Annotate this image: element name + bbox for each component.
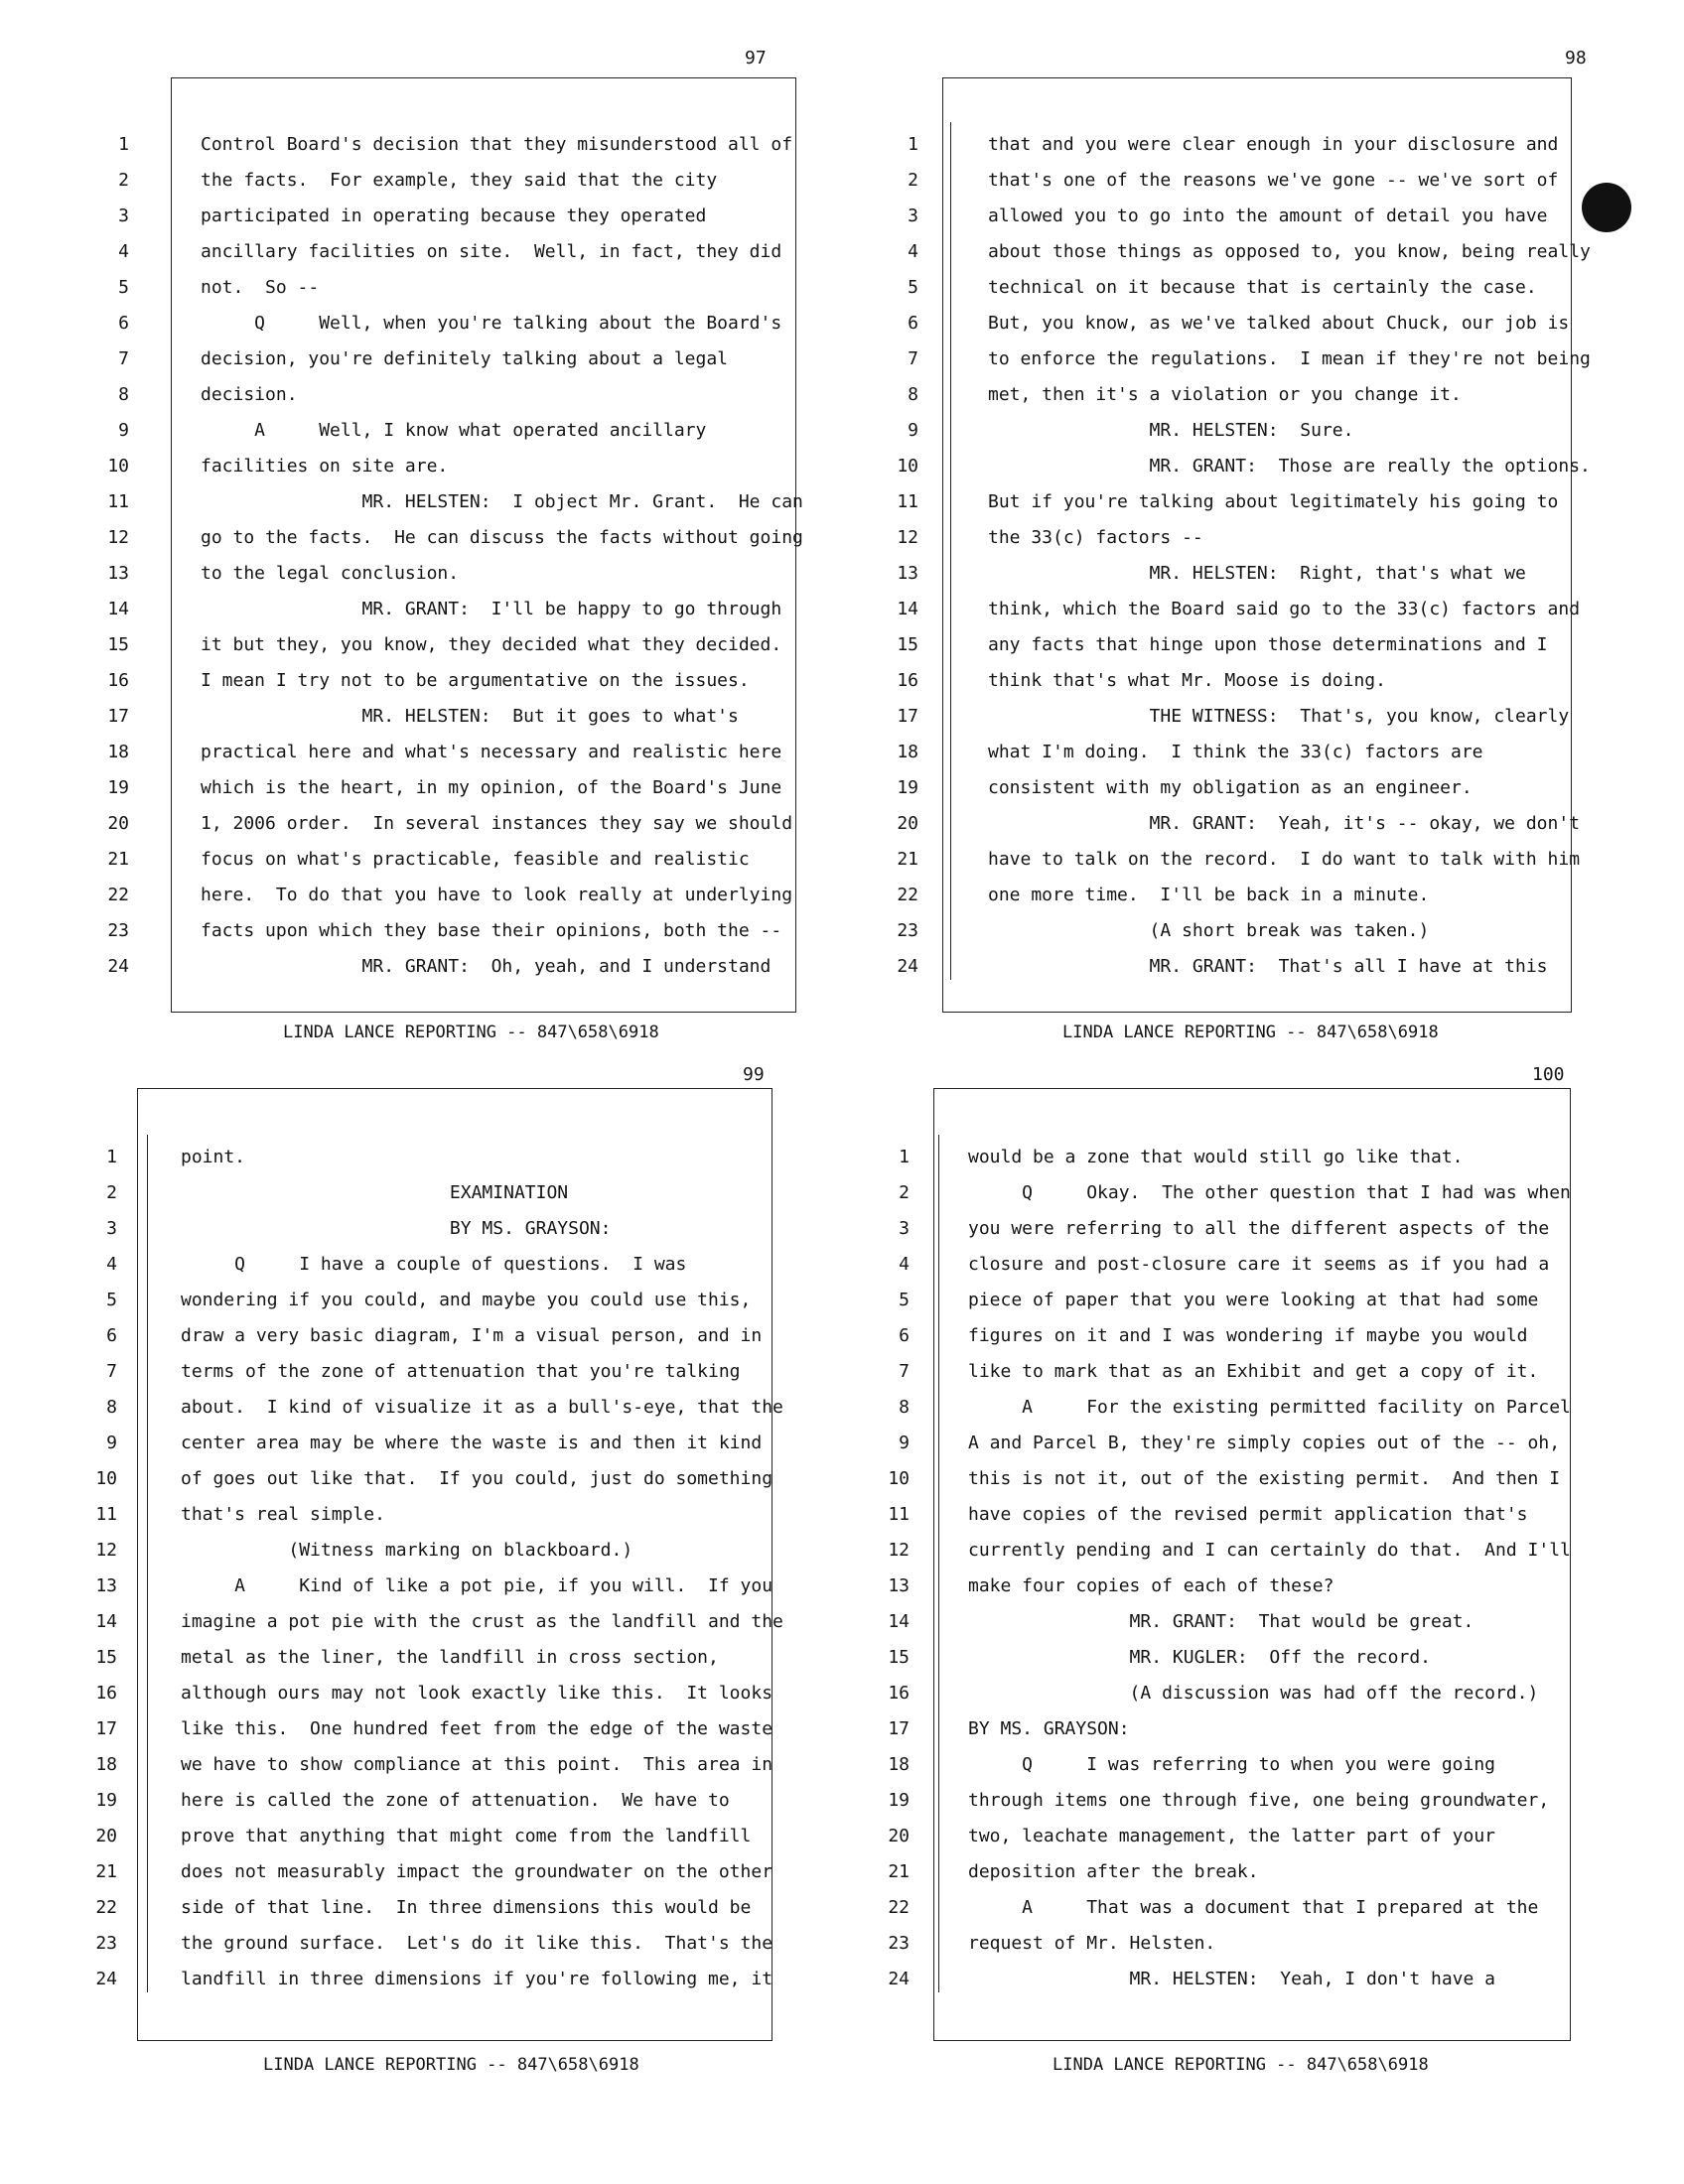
line-number: 4 (908, 241, 918, 262)
transcript-line: not. So -- (201, 277, 320, 298)
line-number: 1 (908, 134, 918, 155)
line-number: 5 (106, 1290, 117, 1310)
line-number: 8 (908, 384, 918, 405)
transcript-line: A That was a document that I prepared at the (968, 1897, 1539, 1918)
line-number: 5 (899, 1290, 910, 1310)
line-number: 2 (106, 1182, 117, 1203)
line-number: 1 (899, 1147, 910, 1167)
transcript-line: I mean I try not to be argumentative on the issues. (201, 670, 750, 691)
transcript-line: MR. HELSTEN: But it goes to what's (201, 706, 739, 727)
transcript-line: 1, 2006 order. In several instances they say we should (201, 813, 793, 834)
transcript-line: request of Mr. Helsten. (968, 1933, 1216, 1954)
transcript-line: here is called the zone of attenuation. We have to (181, 1790, 730, 1811)
line-number: 17 (897, 706, 918, 727)
line-number: 8 (106, 1397, 117, 1418)
transcript-line: two, leachate management, the latter part of your (968, 1826, 1496, 1846)
line-number: 7 (106, 1361, 117, 1382)
line-number: 4 (106, 1254, 117, 1275)
transcript-line: here. To do that you have to look really at underlying (201, 885, 793, 905)
transcript-line: facts upon which they base their opinions, both the -- (201, 920, 782, 941)
line-number: 3 (908, 205, 918, 226)
transcript-line: BY MS. GRAYSON: (968, 1718, 1130, 1739)
transcript-line: it but they, you know, they decided what they decided. (201, 634, 782, 655)
transcript-line: Q Okay. The other question that I had was when (968, 1182, 1571, 1203)
transcript-line: Q Well, when you're talking about the Board's (201, 313, 782, 334)
transcript-line: think, which the Board said go to the 33(c) factors and (988, 599, 1581, 619)
line-number: 20 (95, 1826, 117, 1846)
line-number: 6 (106, 1325, 117, 1346)
transcript-line: prove that anything that might come from the landfill (181, 1826, 752, 1846)
transcript-line: EXAMINATION (181, 1182, 569, 1203)
line-number: 19 (107, 777, 129, 798)
line-number: 16 (95, 1683, 117, 1704)
line-number: 14 (107, 599, 129, 619)
transcript-line: side of that line. In three dimensions this would be (181, 1897, 752, 1918)
reporter-footer: LINDA LANCE REPORTING -- 847\658\6918 (1062, 1023, 1439, 1042)
transcript-line: does not measurably impact the groundwater on the other (181, 1861, 773, 1882)
line-number: 22 (888, 1897, 910, 1918)
line-number: 11 (897, 491, 918, 512)
line-number: 17 (107, 706, 129, 727)
transcript-line: that and you were clear enough in your disclosure and (988, 134, 1559, 155)
transcript-line: practical here and what's necessary and realistic here (201, 742, 782, 762)
line-number: 11 (107, 491, 129, 512)
line-number: 5 (118, 277, 129, 298)
line-number: 15 (897, 634, 918, 655)
transcript-line: draw a very basic diagram, I'm a visual person, and in (181, 1325, 763, 1346)
line-number: 24 (107, 956, 129, 977)
transcript-line: currently pending and I can certainly do that. And I'll (968, 1540, 1571, 1561)
line-number: 5 (908, 277, 918, 298)
transcript-line: would be a zone that would still go like that. (968, 1147, 1464, 1167)
transcript-line: Q I was referring to when you were going (968, 1754, 1496, 1775)
transcript-line: technical on it because that is certainly the case. (988, 277, 1537, 298)
line-number: 12 (897, 527, 918, 548)
line-number: 9 (106, 1433, 117, 1453)
line-number: 18 (897, 742, 918, 762)
transcript-line: A Well, I know what operated ancillary (201, 420, 707, 441)
transcript-line: piece of paper that you were looking at that had some (968, 1290, 1539, 1310)
line-number-rule (950, 122, 951, 980)
transcript-line: to enforce the regulations. I mean if they're not being (988, 348, 1591, 369)
line-number: 8 (899, 1397, 910, 1418)
line-number: 6 (908, 313, 918, 334)
transcript-line: (A short break was taken.) (988, 920, 1430, 941)
line-number: 12 (888, 1540, 910, 1561)
line-number: 11 (95, 1504, 117, 1525)
line-number: 10 (95, 1468, 117, 1489)
line-number: 15 (95, 1647, 117, 1668)
line-number: 19 (888, 1790, 910, 1811)
line-number: 12 (95, 1540, 117, 1561)
line-number: 20 (888, 1826, 910, 1846)
line-number: 1 (118, 134, 129, 155)
transcript-line: which is the heart, in my opinion, of the Board's June (201, 777, 782, 798)
transcript-line: center area may be where the waste is and then it kind (181, 1433, 763, 1453)
transcript-line: go to the facts. He can discuss the facts without going (201, 527, 803, 548)
line-number: 24 (95, 1969, 117, 1989)
line-number: 13 (107, 563, 129, 584)
line-number: 23 (95, 1933, 117, 1954)
line-number: 20 (897, 813, 918, 834)
transcript-line: landfill in three dimensions if you're following me, it (181, 1969, 773, 1989)
line-number: 11 (888, 1504, 910, 1525)
page-number: 100 (1532, 1064, 1565, 1085)
line-number: 21 (107, 849, 129, 870)
transcript-line: MR. GRANT: That would be great. (968, 1611, 1474, 1632)
line-number: 23 (888, 1933, 910, 1954)
line-number: 16 (107, 670, 129, 691)
transcript-line: A and Parcel B, they're simply copies out of the -- oh, (968, 1433, 1561, 1453)
line-number: 10 (888, 1468, 910, 1489)
line-number-rule (147, 1135, 148, 1992)
line-number-rule (938, 1135, 939, 1992)
transcript-line: But if you're talking about legitimately his going to (988, 491, 1559, 512)
line-number: 20 (107, 813, 129, 834)
transcript-line: imagine a pot pie with the crust as the landfill and the (181, 1611, 783, 1632)
transcript-line: the facts. For example, they said that the city (201, 170, 718, 191)
transcript-line: about. I kind of visualize it as a bull's-eye, that the (181, 1397, 783, 1418)
line-number: 22 (95, 1897, 117, 1918)
line-number: 9 (118, 420, 129, 441)
transcript-line: we have to show compliance at this point. This area in (181, 1754, 773, 1775)
transcript-line: that's one of the reasons we've gone -- we've sort of (988, 170, 1559, 191)
line-number: 19 (95, 1790, 117, 1811)
transcript-line: BY MS. GRAYSON: (181, 1218, 612, 1239)
transcript-line: any facts that hinge upon those determinations and I (988, 634, 1548, 655)
transcript-line: MR. KUGLER: Off the record. (968, 1647, 1431, 1668)
transcript-line: make four copies of each of these? (968, 1575, 1334, 1596)
transcript-line: allowed you to go into the amount of detail you have (988, 205, 1548, 226)
transcript-line: terms of the zone of attenuation that you're talking (181, 1361, 741, 1382)
line-number: 18 (888, 1754, 910, 1775)
transcript-line: through items one through five, one being groundwater, (968, 1790, 1550, 1811)
line-number: 21 (95, 1861, 117, 1882)
line-number: 21 (897, 849, 918, 870)
transcript-line: deposition after the break. (968, 1861, 1259, 1882)
transcript-line: metal as the liner, the landfill in cross section, (181, 1647, 719, 1668)
line-number: 7 (908, 348, 918, 369)
transcript-line: MR. HELSTEN: Yeah, I don't have a (968, 1969, 1496, 1989)
transcript-line: decision, you're definitely talking about a legal (201, 348, 729, 369)
line-number: 3 (106, 1218, 117, 1239)
page-number: 99 (743, 1064, 765, 1085)
line-number: 21 (888, 1861, 910, 1882)
transcript-line: although ours may not look exactly like this. It looks (181, 1683, 773, 1704)
transcript-line: Control Board's decision that they misunderstood all of (201, 134, 793, 155)
line-number: 7 (118, 348, 129, 369)
transcript-line: like this. One hundred feet from the edge of the waste (181, 1718, 773, 1739)
transcript-line: But, you know, as we've talked about Chuck, our job is (988, 313, 1570, 334)
transcript-line: you were referring to all the different aspects of the (968, 1218, 1550, 1239)
page-number: 98 (1565, 48, 1587, 68)
reporter-footer: LINDA LANCE REPORTING -- 847\658\6918 (263, 2055, 639, 2075)
transcript-line: have copies of the revised permit application that's (968, 1504, 1528, 1525)
transcript-line: about those things as opposed to, you know, being really (988, 241, 1591, 262)
line-number: 4 (899, 1254, 910, 1275)
transcript-line: (A discussion was had off the record.) (968, 1683, 1539, 1704)
line-number: 14 (888, 1611, 910, 1632)
transcript-line: participated in operating because they operated (201, 205, 707, 226)
line-number: 10 (897, 456, 918, 477)
transcript-line: consistent with my obligation as an engineer. (988, 777, 1473, 798)
line-number: 3 (899, 1218, 910, 1239)
line-number: 6 (899, 1325, 910, 1346)
line-number: 3 (118, 205, 129, 226)
line-number: 2 (908, 170, 918, 191)
transcript-line: MR. GRANT: Oh, yeah, and I understand (201, 956, 772, 977)
line-number: 16 (897, 670, 918, 691)
line-number: 23 (897, 920, 918, 941)
transcript-line: what I'm doing. I think the 33(c) factors are (988, 742, 1483, 762)
transcript-line: (Witness marking on blackboard.) (181, 1540, 633, 1561)
line-number: 6 (118, 313, 129, 334)
transcript-line: of goes out like that. If you could, just do something (181, 1468, 773, 1489)
line-number: 22 (107, 885, 129, 905)
line-number: 15 (107, 634, 129, 655)
transcript-line: have to talk on the record. I do want to talk with him (988, 849, 1581, 870)
line-number: 18 (95, 1754, 117, 1775)
line-number: 13 (95, 1575, 117, 1596)
line-number: 15 (888, 1647, 910, 1668)
transcript-line: like to mark that as an Exhibit and get a copy of it. (968, 1361, 1539, 1382)
line-number: 9 (899, 1433, 910, 1453)
line-number: 17 (95, 1718, 117, 1739)
line-number: 10 (107, 456, 129, 477)
line-number: 17 (888, 1718, 910, 1739)
line-number: 4 (118, 241, 129, 262)
line-number: 16 (888, 1683, 910, 1704)
line-number: 12 (107, 527, 129, 548)
transcript-line: facilities on site are. (201, 456, 449, 477)
transcript-line: that's real simple. (181, 1504, 385, 1525)
transcript-line: wondering if you could, and maybe you could use this, (181, 1290, 752, 1310)
line-number: 7 (899, 1361, 910, 1382)
transcript-line: met, then it's a violation or you change it. (988, 384, 1462, 405)
line-number: 24 (897, 956, 918, 977)
line-number: 8 (118, 384, 129, 405)
line-number: 13 (897, 563, 918, 584)
line-number: 2 (118, 170, 129, 191)
line-number: 18 (107, 742, 129, 762)
line-number: 9 (908, 420, 918, 441)
transcript-line: this is not it, out of the existing permit. And then I (968, 1468, 1561, 1489)
line-number: 22 (897, 885, 918, 905)
transcript-line: one more time. I'll be back in a minute. (988, 885, 1430, 905)
line-number-rule (171, 122, 172, 980)
transcript-line: figures on it and I was wondering if maybe you would (968, 1325, 1528, 1346)
line-number: 19 (897, 777, 918, 798)
page-number: 97 (745, 48, 767, 68)
hole-punch-mark (1582, 183, 1631, 232)
transcript-line: MR. GRANT: I'll be happy to go through (201, 599, 782, 619)
reporter-footer: LINDA LANCE REPORTING -- 847\658\6918 (1052, 2055, 1429, 2075)
line-number: 23 (107, 920, 129, 941)
transcript-line: Q I have a couple of questions. I was (181, 1254, 687, 1275)
transcript-line: focus on what's practicable, feasible and realistic (201, 849, 750, 870)
transcript-line: ancillary facilities on site. Well, in fact, they did (201, 241, 782, 262)
transcript-line: MR. HELSTEN: Right, that's what we (988, 563, 1526, 584)
transcript-line: MR. HELSTEN: I object Mr. Grant. He can (201, 491, 803, 512)
transcript-line: MR. GRANT: Those are really the options. (988, 456, 1591, 477)
line-number: 13 (888, 1575, 910, 1596)
transcript-line: THE WITNESS: That's, you know, clearly (988, 706, 1570, 727)
transcript-line: to the legal conclusion. (201, 563, 460, 584)
line-number: 14 (95, 1611, 117, 1632)
line-number: 24 (888, 1969, 910, 1989)
transcript-line: A Kind of like a pot pie, if you will. If you (181, 1575, 773, 1596)
transcript-line: decision. (201, 384, 298, 405)
transcript-line: MR. GRANT: That's all I have at this (988, 956, 1548, 977)
line-number: 14 (897, 599, 918, 619)
transcript-line: MR. GRANT: Yeah, it's -- okay, we don't (988, 813, 1581, 834)
transcript-line: closure and post-closure care it seems as if you had a (968, 1254, 1550, 1275)
reporter-footer: LINDA LANCE REPORTING -- 847\658\6918 (283, 1023, 659, 1042)
transcript-line: point. (181, 1147, 246, 1167)
transcript-line: A For the existing permitted facility on Parcel (968, 1397, 1571, 1418)
line-number: 1 (106, 1147, 117, 1167)
transcript-line: MR. HELSTEN: Sure. (988, 420, 1354, 441)
transcript-line: the 33(c) factors -- (988, 527, 1203, 548)
transcript-line: the ground surface. Let's do it like this. That's the (181, 1933, 773, 1954)
line-number: 2 (899, 1182, 910, 1203)
transcript-line: think that's what Mr. Moose is doing. (988, 670, 1386, 691)
